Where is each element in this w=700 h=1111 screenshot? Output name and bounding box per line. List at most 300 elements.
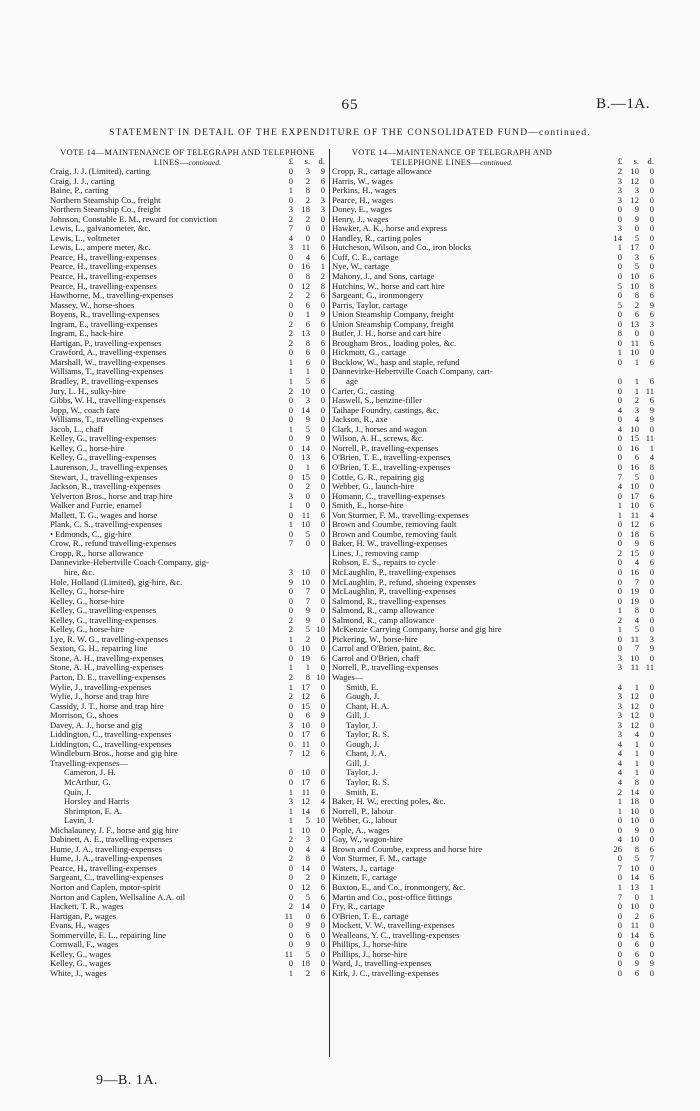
ledger-row [332, 539, 654, 549]
amount-shillings: 19 [301, 652, 310, 663]
amount-pounds: 0 [617, 853, 622, 864]
entry-description: Norton and Caplen, motor-spirit [50, 883, 161, 893]
amount-pence: 0 [649, 748, 654, 759]
amount-pounds: 0 [617, 442, 622, 453]
ledger-row [332, 444, 654, 454]
amount-pence: 1 [649, 442, 654, 453]
amount-pounds: 0 [617, 939, 622, 950]
amount-pence: 6 [320, 777, 325, 787]
entry-description: Hume, J. A., travelling-expenses [50, 854, 162, 864]
amount-pence: 0 [649, 586, 654, 597]
amount-pence: 6 [649, 500, 654, 511]
ledger-row [332, 348, 654, 358]
entry-amount [275, 730, 325, 740]
entry-description: Crow, R., refund travelling-expenses [50, 539, 177, 549]
amount-pounds: 0 [617, 385, 622, 396]
amount-pence: 0 [320, 595, 325, 606]
ledger-row [50, 702, 325, 712]
entry-description: Cameron, J. H. [64, 768, 116, 778]
entry-amount [604, 959, 654, 969]
amount-pence: 8 [649, 461, 654, 472]
entry-amount [604, 453, 654, 463]
entry-description: Pickering, W., horse-hire [332, 634, 418, 644]
amount-shillings: 4 [305, 251, 310, 262]
entry-description: Handley, R., carting poles [332, 233, 422, 243]
amount-shillings: 17 [630, 242, 639, 253]
entry-amount [275, 912, 325, 922]
entry-description: McLaughlin, P., refund, shoeing expenses [332, 577, 476, 587]
amount-pounds: 0 [617, 414, 622, 425]
amount-pence: 0 [320, 901, 325, 912]
amount-pounds: 0 [288, 862, 293, 873]
amount-pence: 0 [649, 786, 654, 797]
entry-amount [604, 177, 654, 187]
amount-pence: 6 [649, 528, 654, 539]
amount-shillings: 13 [630, 318, 639, 329]
entry-amount [604, 539, 654, 549]
amount-shillings: 3 [305, 395, 310, 406]
ledger-row [332, 310, 654, 320]
entry-description: Northern Steamship Co., freight [50, 205, 161, 215]
amount-shillings: 16 [630, 461, 639, 472]
amount-shillings: 5 [305, 624, 310, 635]
amount-pounds: 0 [288, 471, 293, 482]
ledger-row [332, 893, 654, 903]
entry-amount [275, 864, 325, 874]
amount-pounds: 1 [617, 624, 622, 635]
entry-description: Baine, P., carting [50, 186, 109, 196]
ledger-row [332, 721, 654, 731]
ledger-row [332, 492, 654, 502]
amount-shillings: 9 [305, 414, 310, 425]
ledger-row [332, 759, 654, 769]
amount-pounds: 3 [617, 662, 622, 673]
entry-amount [275, 740, 325, 750]
amount-shillings: 12 [630, 519, 639, 530]
amount-pence: 9 [320, 710, 325, 721]
amount-shillings: 1 [634, 738, 639, 749]
entry-description: Cassidy, J. T., horse and trap hire [50, 701, 164, 711]
entry-description: Carrol and O'Brien, paint, &c. [332, 644, 436, 654]
entry-amount [604, 692, 654, 702]
amount-shillings: 2 [305, 633, 310, 644]
amount-pence: 0 [320, 939, 325, 950]
amount-pence: 0 [649, 757, 654, 768]
entry-amount [604, 415, 654, 425]
amount-pounds: 0 [288, 347, 293, 358]
amount-shillings: 8 [634, 843, 639, 854]
amount-shillings: 0 [305, 538, 310, 549]
amount-pounds: 0 [288, 738, 293, 749]
ledger-row [332, 358, 654, 368]
ledger-row [50, 711, 325, 721]
column-divider [329, 149, 330, 1057]
entry-amount [275, 558, 325, 568]
entry-description: Boyens, R., travelling-expenses [50, 310, 160, 320]
ledger-row [332, 205, 654, 215]
amount-pounds: 4 [617, 834, 622, 845]
entry-description: Kelley, G., travelling-expenses [50, 453, 157, 463]
ledger-row [332, 711, 654, 721]
amount-pounds: 1 [288, 366, 293, 377]
amount-pounds: 2 [617, 614, 622, 625]
entry-description: Norrell, P., travelling-expenses [332, 663, 439, 673]
left-heading-text: VOTE 14—MAINTENANCE OF TELEGRAPH AND TELEPHONE LINES— [60, 148, 315, 167]
amount-pounds: 1 [288, 824, 293, 835]
ledger-row [50, 959, 325, 969]
entry-description: McKenzie Carrying Company, horse and gig hire [332, 625, 502, 635]
amount-pence: 6 [320, 509, 325, 520]
entry-amount [604, 253, 654, 263]
amount-pounds: 3 [617, 652, 622, 663]
amount-shillings: 10 [630, 815, 639, 826]
entry-description: Parris, Taylor, cartage [332, 300, 408, 310]
entry-amount [275, 568, 325, 578]
entry-amount [275, 778, 325, 788]
amount-pounds: 3 [288, 719, 293, 730]
amount-pence: 0 [320, 614, 325, 625]
amount-pence: 6 [320, 882, 325, 893]
amount-pence: 2 [320, 271, 325, 282]
ledger-row [332, 663, 654, 673]
entry-amount [604, 291, 654, 301]
left-column [50, 148, 325, 978]
ledger-row [332, 683, 654, 693]
entry-description: Lines, J., removing camp [332, 548, 419, 558]
amount-pounds: 4 [617, 423, 622, 434]
amount-pence: 0 [320, 700, 325, 711]
entry-description: Brougham Bros., loading poles, &c. [332, 338, 457, 348]
entry-description: Kirk, J. C., travelling-expenses [332, 968, 439, 978]
amount-pence: 0 [649, 328, 654, 339]
amount-shillings: 7 [305, 595, 310, 606]
entry-amount [604, 348, 654, 358]
entry-amount [604, 683, 654, 693]
amount-shillings: 9 [305, 614, 310, 625]
amount-shillings: 12 [301, 748, 310, 759]
entry-amount [275, 816, 325, 826]
ledger-row [50, 749, 325, 759]
amount-pence: 0 [649, 652, 654, 663]
ledger-row [50, 606, 325, 616]
amount-pounds: 2 [288, 901, 293, 912]
right-column [332, 148, 654, 978]
ledger-row [332, 835, 654, 845]
amount-pence: 6 [649, 872, 654, 883]
entry-description: Stewart, J., travelling-expenses [50, 472, 158, 482]
ledger-row [332, 234, 654, 244]
entry-amount [604, 940, 654, 950]
amount-shillings: 10 [630, 347, 639, 358]
amount-pence: 0 [649, 767, 654, 778]
entry-description: Wages— [332, 672, 364, 682]
entry-amount [604, 883, 654, 893]
amount-shillings: 10 [301, 643, 310, 654]
entry-amount [604, 845, 654, 855]
amount-pounds: 0 [288, 309, 293, 320]
entry-description: Hutcheson, Wilson, and Co., iron blocks [332, 243, 472, 253]
amount-pence: 0 [649, 175, 654, 186]
entry-amount [604, 950, 654, 960]
ledger-row [50, 310, 325, 320]
amount-pounds: 0 [288, 414, 293, 425]
entry-description: Sargeant, C., travelling-expenses [50, 873, 164, 883]
entry-amount [275, 234, 325, 244]
ledger-row [50, 835, 325, 845]
amount-pence: 10 [316, 671, 325, 682]
amount-shillings: 0 [305, 223, 310, 234]
amount-pounds: 7 [617, 862, 622, 873]
entry-description: Waters, J., cartage [332, 863, 395, 873]
ledger-row [50, 272, 325, 282]
amount-shillings: 3 [634, 251, 639, 262]
amount-shillings: 15 [630, 547, 639, 558]
entry-description: Walker and Furrie, enamel [50, 501, 142, 511]
amount-shillings: 7 [634, 643, 639, 654]
ledger-row [332, 625, 654, 635]
amount-pence: 0 [320, 576, 325, 587]
ledger-row [332, 262, 654, 272]
amount-pence: 0 [320, 786, 325, 797]
amount-shillings: 14 [301, 901, 310, 912]
entry-description: Kelley, G., wages [50, 949, 111, 959]
entry-amount [275, 587, 325, 597]
amount-shillings: 9 [305, 920, 310, 931]
entry-amount [275, 702, 325, 712]
amount-pence: 6 [320, 691, 325, 702]
entry-amount [604, 444, 654, 454]
ledger-row [50, 387, 325, 397]
entry-description: Henry, J., wages [332, 214, 389, 224]
amount-shillings: 5 [305, 376, 310, 387]
entry-amount [275, 635, 325, 645]
ledger-row [50, 740, 325, 750]
amount-shillings: 8 [634, 290, 639, 301]
ledger-row [332, 558, 654, 568]
ledger-row [332, 854, 654, 864]
entry-description: Hawthorne, M., travelling-expenses [50, 291, 174, 301]
ledger-row [50, 940, 325, 950]
entry-amount [275, 797, 325, 807]
amount-shillings: 2 [305, 481, 310, 492]
amount-pence: 0 [649, 576, 654, 587]
page-number: 65 [341, 97, 359, 113]
entry-description: Brown and Coumbe, removing fault [332, 520, 457, 530]
entry-amount [275, 520, 325, 530]
entry-description: Pople, A., wages [332, 825, 390, 835]
entry-amount [604, 893, 654, 903]
entry-description: Gill, J. [346, 758, 370, 768]
amount-shillings: 11 [630, 662, 639, 673]
entry-description: hire, &c. [64, 567, 95, 577]
entry-amount [275, 196, 325, 206]
entry-amount [604, 749, 654, 759]
amount-shillings: 6 [305, 347, 310, 358]
entry-description: Kelley, G., horse-hire [50, 625, 125, 635]
amount-pence: 0 [320, 366, 325, 377]
entry-description: McLaughlin, P., travelling-expenses [332, 587, 456, 597]
entry-description: Homann, C., travelling-expenses [332, 491, 445, 501]
entry-amount [604, 587, 654, 597]
amount-pounds: 7 [288, 538, 293, 549]
amount-shillings: 0 [634, 223, 639, 234]
amount-shillings: 0 [305, 232, 310, 243]
ledger-row [332, 473, 654, 483]
pence-unit: d. [318, 156, 325, 166]
amount-shillings: 12 [630, 710, 639, 721]
amount-pounds: 0 [617, 261, 622, 272]
entry-description: Ward, J., travelling-expenses [332, 959, 432, 969]
ledger-row [50, 730, 325, 740]
entry-amount [275, 492, 325, 502]
amount-pence: 0 [320, 500, 325, 511]
entry-amount [604, 434, 654, 444]
amount-pence: 9 [649, 414, 654, 425]
entry-amount [275, 320, 325, 330]
entry-amount [604, 578, 654, 588]
amount-pence: 6 [649, 290, 654, 301]
entry-description: Craig, J. J. (Limited), carting [50, 167, 150, 176]
amount-pounds: 0 [288, 509, 293, 520]
amount-shillings: 2 [305, 175, 310, 186]
entry-description: O'Brien, T. E., cartage [332, 911, 409, 921]
entry-amount [275, 463, 325, 473]
ledger-row [50, 453, 325, 463]
amount-pence: 8 [649, 280, 654, 291]
entry-amount [275, 597, 325, 607]
entry-description: Wylie, J., horse and trap hire [50, 692, 149, 702]
amount-shillings: 12 [301, 796, 310, 807]
entry-amount [275, 721, 325, 731]
ledger-row [332, 291, 654, 301]
amount-pence: 0 [649, 605, 654, 616]
amount-shillings: 9 [634, 958, 639, 969]
amount-pounds: 0 [288, 452, 293, 463]
ledger-row [50, 473, 325, 483]
amount-pence: 6 [320, 175, 325, 186]
amount-shillings: 0 [305, 910, 310, 921]
amount-shillings: 4 [634, 729, 639, 740]
entry-amount [275, 511, 325, 521]
entry-amount [275, 749, 325, 759]
amount-pounds: 0 [617, 271, 622, 282]
amount-pounds: 3 [617, 223, 622, 234]
entry-amount [275, 434, 325, 444]
entry-amount [604, 301, 654, 311]
ledger-row [332, 511, 654, 521]
pence-unit: d. [647, 156, 654, 166]
amount-pence: 0 [649, 223, 654, 234]
ledger-row [50, 625, 325, 635]
entry-description: Kelley, G., horse-hire [50, 596, 125, 606]
amount-shillings: 1 [305, 461, 310, 472]
entry-description: Clark, J., horses and wagon [332, 424, 427, 434]
ledger-row [332, 253, 654, 263]
amount-pence: 1 [320, 261, 325, 272]
amount-pounds: 7 [617, 471, 622, 482]
entry-description: Kelley, G., travelling-expenses [50, 615, 157, 625]
amount-pence: 6 [320, 461, 325, 472]
amount-pence: 9 [649, 643, 654, 654]
ledger-row [50, 492, 325, 502]
amount-pence: 0 [320, 767, 325, 778]
amount-pence: 6 [320, 290, 325, 301]
amount-shillings: 15 [301, 700, 310, 711]
amount-pounds: 4 [617, 481, 622, 492]
amount-shillings: 12 [630, 700, 639, 711]
entry-description: Webber, G., labour [332, 816, 398, 826]
amount-pounds: 3 [617, 691, 622, 702]
amount-pounds: 0 [617, 461, 622, 472]
amount-pounds: 3 [288, 204, 293, 215]
amount-pence: 3 [320, 194, 325, 205]
entry-description: Baker, H. W., erecting poles, &c. [332, 797, 446, 807]
amount-pence: 0 [649, 194, 654, 205]
entry-description: Sommerville, E. L., repairing line [50, 930, 166, 940]
entry-amount [275, 272, 325, 282]
entry-description: Cropp, R., cartage allowance [332, 167, 432, 176]
entry-description: Crawford, A., travelling-expenses [50, 348, 167, 358]
amount-pence: 3 [320, 204, 325, 215]
amount-pence: 6 [649, 337, 654, 348]
amount-pounds: 0 [288, 700, 293, 711]
amount-pence: 0 [320, 356, 325, 367]
amount-pounds: 14 [613, 232, 622, 243]
ledger-row [50, 663, 325, 673]
amount-shillings: 10 [630, 423, 639, 434]
entry-description: Williams, T., travelling-expenses [50, 367, 164, 377]
entry-description: Cottle, G. R., repairing gig [332, 472, 425, 482]
amount-pounds: 7 [617, 891, 622, 902]
amount-pence: 0 [649, 920, 654, 931]
ledger-row [50, 950, 325, 960]
amount-pounds: 3 [617, 185, 622, 196]
entry-amount [604, 711, 654, 721]
entry-amount [604, 568, 654, 578]
ledger-row [50, 893, 325, 903]
amount-pounds: 0 [288, 920, 293, 931]
entry-description: Hickmott, G., cartage [332, 348, 407, 358]
entry-description: Kinzett, F., cartage [332, 873, 397, 883]
entry-amount [275, 940, 325, 950]
amount-pence: 0 [649, 614, 654, 625]
entry-amount [275, 625, 325, 635]
amount-pence: 0 [320, 662, 325, 673]
amount-pence: 6 [649, 519, 654, 530]
amount-pence: 0 [649, 547, 654, 558]
entry-amount [604, 358, 654, 368]
entry-description: Mahony, J., and Sons, cartage [332, 272, 435, 282]
ledger-row [50, 864, 325, 874]
entry-description: Lewis, L., voltmeter [50, 233, 120, 243]
amount-shillings: 11 [301, 509, 310, 520]
entry-amount [604, 768, 654, 778]
ledger-row [332, 587, 654, 597]
entry-amount [604, 282, 654, 292]
entry-amount [604, 320, 654, 330]
amount-pence: 0 [320, 213, 325, 224]
amount-shillings: 4 [634, 414, 639, 425]
amount-shillings: 9 [305, 433, 310, 444]
entry-amount [275, 387, 325, 397]
entry-amount [604, 501, 654, 511]
ledger-row [50, 339, 325, 349]
entry-amount [275, 444, 325, 454]
ledger-row [332, 912, 654, 922]
entry-amount [275, 186, 325, 196]
ledger-row [50, 778, 325, 788]
amount-pence: 0 [320, 423, 325, 434]
